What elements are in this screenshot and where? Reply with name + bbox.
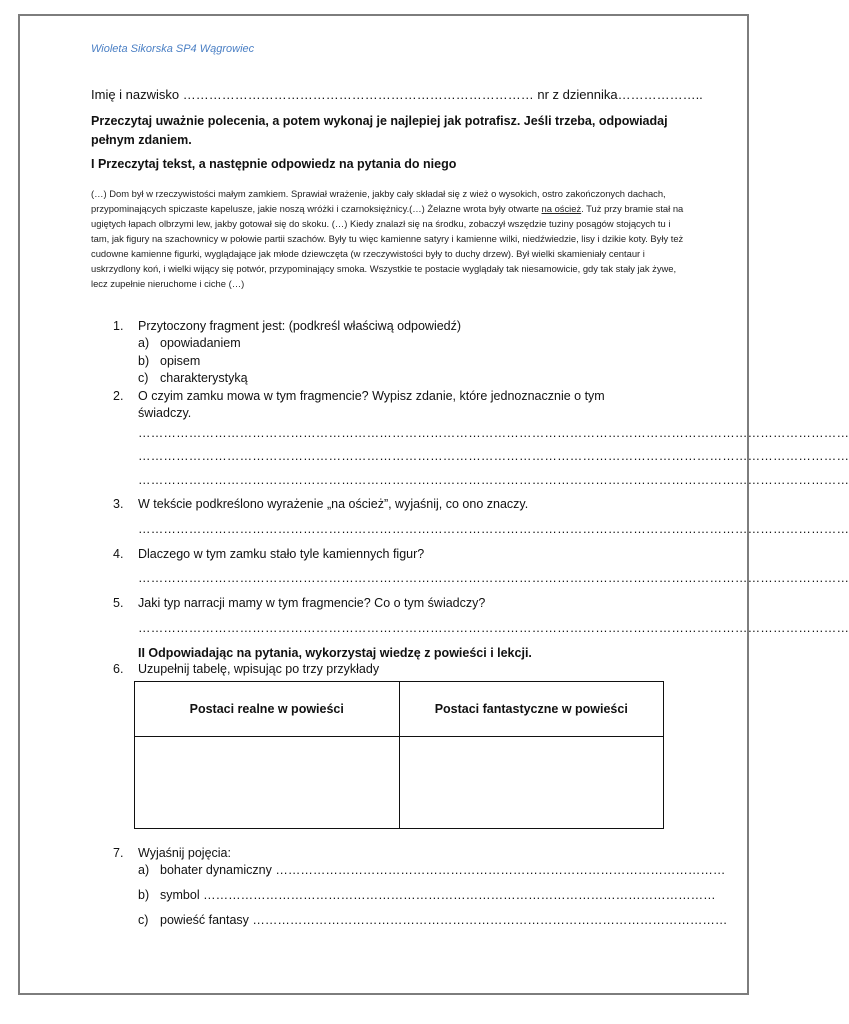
reading-passage (91, 186, 685, 291)
passage-after: . Tuż przy bramie stał na ugiętych łapach olbrzymi lew, jakby gotował się do skoku. (…) Kiedy znalazł się na środku, zobaczył wszędzie tuziny posągów stojących tu i tam, jak figury na szachownicy w połowie partii szachów. Były tu więc kamienne satyry i kamienne wilki, niedźwiedzie, lisy i dzikie koty. Były też cudowne kamienne figurki, wyglądające jak młode dziewczęta (w rzeczywistości były to duchy drzew). Był wielki skamieniały centaur i uskrzydlony koń, i wielki wijący się potwór, przypominający smoka. Wszystkie te postacie wyglądały tak niesamowicie, gdy tak stały jak żywe, lecz zupełnie nieruchome i ciche (…) (91, 203, 684, 289)
q2-text-line1: O czyim zamku mowa w tym fragmencie? Wypisz zdanie, które jednoznacznie o tym (138, 389, 605, 403)
q1-option-b[interactable]: opisem (160, 354, 201, 368)
q7-item-a-letter: a) (138, 863, 150, 877)
section1-title: I Przeczytaj tekst, a następnie odpowiedz na pytania do niego (91, 157, 457, 171)
section2-title: II Odpowiadając na pytania, wykorzystaj wiedzę z powieści i lekcji. (138, 646, 532, 660)
q3-answer-line[interactable]: …………………………………………………………………………………………………………………………………………………… (138, 522, 849, 536)
q2-answer-line-2[interactable]: …………………………………………………………………………………………………………………………………………………… (138, 449, 849, 463)
passage-before: (…) Dom był w rzeczywistości małym zamkiem. Sprawiał wrażenie, jakby cały składał się z wież o wysokich, ostro zakończonych dachach, przypominających spiczaste kapelusze, jakie noszą wróżki i czarnoksiężnicy.(…) Żelazne wrota były otwarte (91, 188, 666, 214)
q7-number: 7. (113, 846, 124, 860)
q5-text: Jaki typ narracji mamy w tym fragmencie? Co o tym świadczy? (138, 596, 486, 610)
q7-item-b[interactable]: symbol …………………………………………………………………………………………………………… (160, 888, 716, 902)
table-header-real: Postaci realne w powieści (135, 682, 400, 737)
q7-item-c[interactable]: powieść fantasy …………………………………………………………………………………………………… (160, 913, 728, 927)
name-line: Imię i nazwisko ……………………………………………………………………… nr z dziennika……………….. (91, 87, 703, 102)
passage-underlined-phrase: na oścież (541, 203, 582, 214)
q2-answer-line-3[interactable]: …………………………………………………………………………………………………………………………………………………… (138, 473, 849, 487)
q7-item-b-letter: b) (138, 888, 150, 902)
q7-item-a[interactable]: bohater dynamiczny ……………………………………………………………………………………………… (160, 863, 726, 877)
q2-number: 2. (113, 389, 124, 403)
q3-text: W tekście podkreślono wyrażenie „na oścież”, wyjaśnij, co ono znaczy. (138, 497, 529, 511)
q6-text: Uzupełnij tabelę, wpisując po trzy przykłady (138, 662, 380, 676)
q1-option-a[interactable]: opowiadaniem (160, 336, 241, 350)
q6-number: 6. (113, 662, 124, 676)
q5-answer-line[interactable]: …………………………………………………………………………………………………………………………………………………… (138, 621, 849, 635)
q7-item-c-letter: c) (138, 913, 149, 927)
instructions: Przeczytaj uważnie polecenia, a potem wykonaj je najlepiej jak potrafisz. Jeśli trzeba, odpowiadaj pełnym zdaniem. (91, 114, 668, 147)
q2-answer-line-1[interactable]: …………………………………………………………………………………………………………………………………………………… (138, 426, 849, 440)
q1-option-a-letter: a) (138, 336, 150, 350)
q1-text: Przytoczony fragment jest: (podkreśl właściwą odpowiedź) (138, 319, 462, 333)
header-note: Wioleta Sikorska SP4 Wągrowiec (91, 43, 255, 55)
q1-option-c-letter: c) (138, 371, 149, 385)
q1-option-b-letter: b) (138, 354, 150, 368)
table-header-fantastic: Postaci fantastyczne w powieści (399, 682, 664, 737)
q2-text-line2: świadczy. (138, 406, 192, 420)
table-cell-fantastic[interactable] (399, 737, 664, 829)
table-cell-real[interactable] (135, 737, 400, 829)
q1-number: 1. (113, 319, 124, 333)
comparison-table (134, 681, 664, 829)
q1-option-c[interactable]: charakterystyką (160, 371, 248, 385)
q4-answer-line[interactable]: …………………………………………………………………………………………………………………………………………………… (138, 571, 849, 585)
q4-text: Dlaczego w tym zamku stało tyle kamiennych figur? (138, 547, 425, 561)
q7-text: Wyjaśnij pojęcia: (138, 846, 231, 860)
q5-number: 5. (113, 596, 124, 610)
q3-number: 3. (113, 497, 124, 511)
q4-number: 4. (113, 547, 124, 561)
